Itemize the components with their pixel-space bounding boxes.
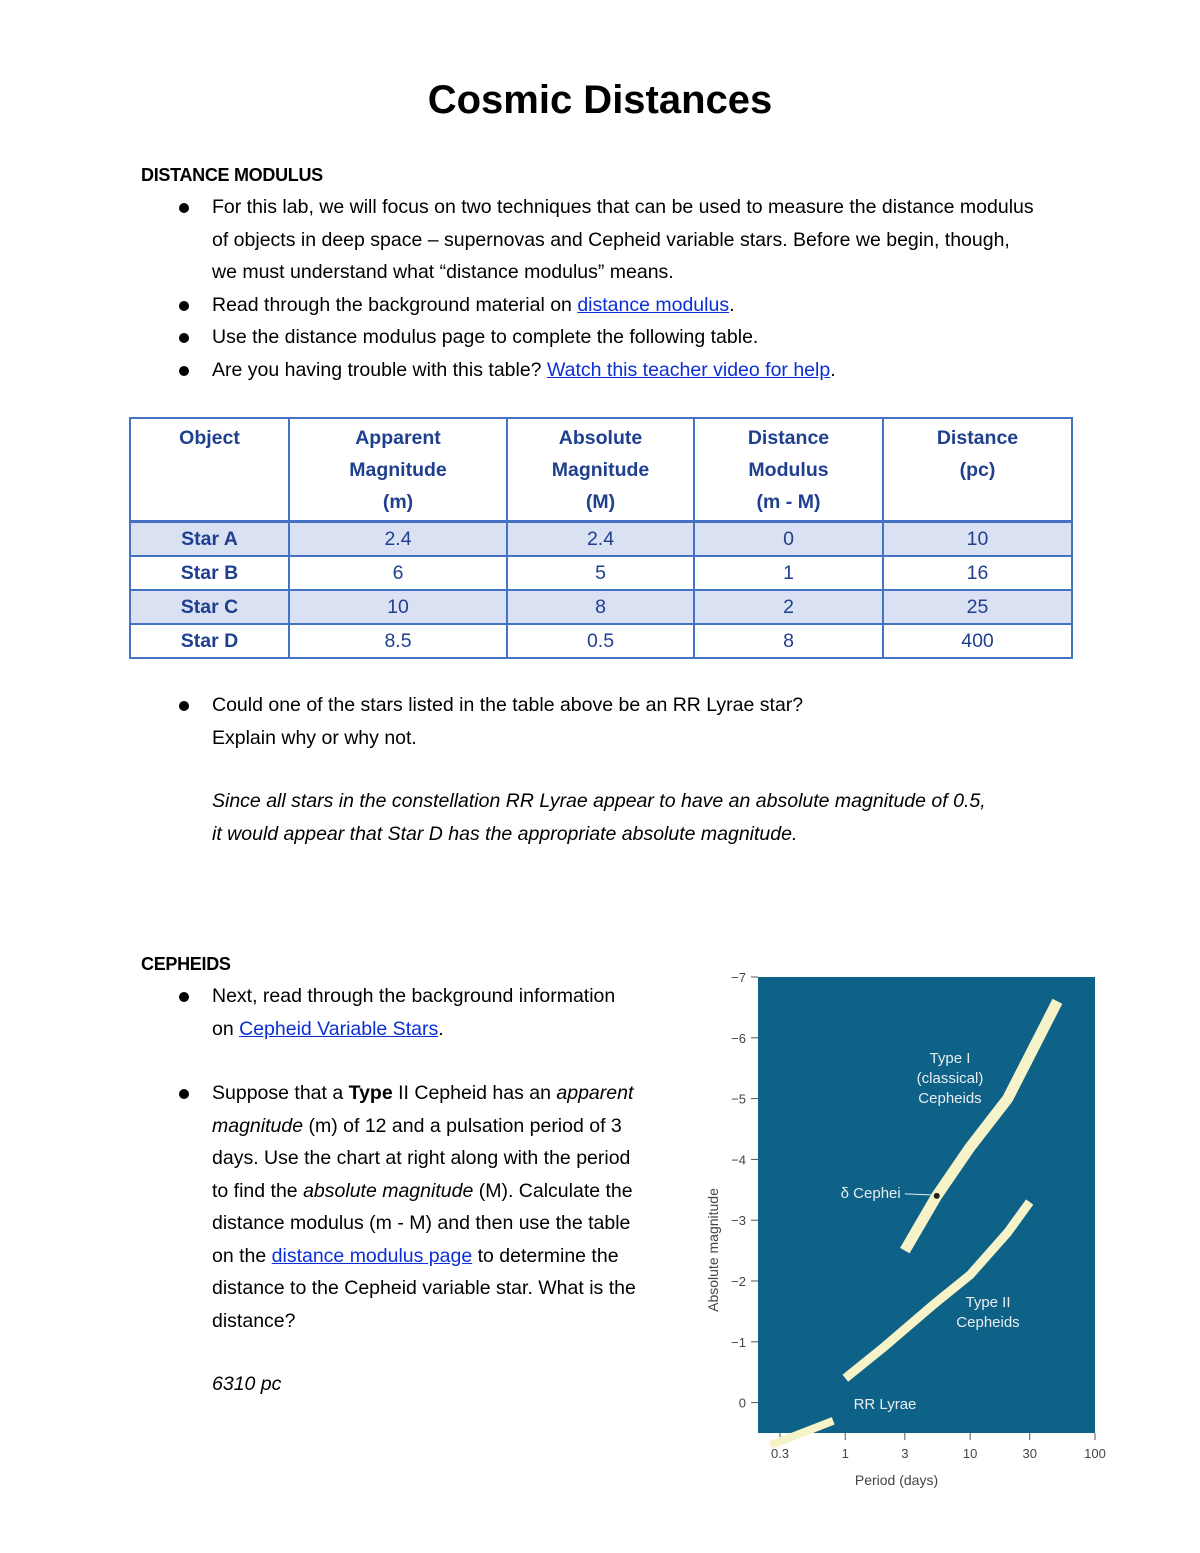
cell-object: Star A — [130, 522, 289, 557]
question-text: Could one of the stars listed in the table above be an RR Lyrae star? — [212, 694, 804, 716]
series-label: Cepheids — [956, 1314, 1020, 1331]
y-axis-label: Absolute magnitude — [705, 1188, 721, 1312]
cell-absolute: 2.4 — [507, 522, 694, 557]
annotation-label: δ Cephei — [840, 1184, 901, 1202]
question-text-part: distance? — [212, 1309, 296, 1332]
x-tick-label: 30 — [1022, 1446, 1037, 1461]
series-label: Cepheids — [918, 1090, 982, 1107]
page-title: Cosmic Distances — [427, 78, 773, 122]
cell-object: Star D — [130, 624, 289, 658]
y-tick-label: −3 — [731, 1213, 746, 1229]
rr-lyrae-bullets — [160, 689, 1060, 754]
cell-modulus: 1 — [694, 556, 883, 590]
section-heading-cepheids: CEPHEIDS — [141, 954, 231, 974]
question-text-part: on the — [212, 1244, 272, 1267]
bullet-text: For this lab, we will focus on two techniques that can be used to measure the distance modulus of objects in deep space – supernovas and Cepheid variable stars. Before we begin, though, we must understand what “distance modulus” means. — [212, 196, 1034, 283]
y-tick-label: −4 — [731, 1152, 746, 1168]
answer-text: Since all stars in the constellation RR Lyrae appear to have an absolute magnitude of 0.5, — [212, 790, 986, 812]
answer-text: it would appear that Star D has the appropriate absolute magnitude. — [212, 822, 798, 845]
list-item — [160, 354, 1040, 387]
question-text-part: to find the — [212, 1179, 304, 1202]
question-text: Explain why or why not. — [212, 726, 417, 749]
list-item — [160, 689, 1060, 754]
question-text-part: apparent — [556, 1082, 634, 1104]
cell-modulus: 2 — [694, 590, 883, 624]
series-label: RR Lyrae — [853, 1396, 917, 1413]
question-text-part: to determine the — [472, 1244, 619, 1267]
table-row — [130, 590, 1072, 624]
cell-apparent: 2.4 — [289, 522, 507, 557]
x-tick-label: 3 — [901, 1446, 909, 1461]
section-heading-distance-modulus: DISTANCE MODULUS — [141, 165, 323, 185]
cell-apparent: 10 — [289, 590, 507, 624]
header-distance-modulus: Distance Modulus (m - M) — [694, 418, 883, 522]
table-row — [130, 556, 1072, 590]
x-tick-label: 10 — [962, 1446, 978, 1461]
cell-absolute: 5 — [507, 556, 694, 590]
header-absolute-magnitude: Absolute Magnitude (M) — [507, 418, 694, 522]
cell-apparent: 8.5 — [289, 624, 507, 658]
table-row — [130, 624, 1072, 658]
list-item — [160, 980, 700, 1045]
header-apparent-magnitude: Apparent Magnitude (m) — [289, 418, 507, 522]
question-text-part: (m) of 12 and a pulsation period of 3 — [303, 1114, 622, 1137]
question-text-part: distance to the Cepheid variable star. What is the — [212, 1277, 636, 1299]
delta-cephei-point — [934, 1193, 940, 1199]
cell-object: Star B — [130, 556, 289, 590]
question-text-part: II Cepheid has an — [392, 1082, 557, 1104]
cell-distance: 25 — [883, 590, 1072, 624]
header-distance-pc: Distance (pc) — [883, 418, 1072, 522]
list-item — [160, 191, 1040, 289]
y-tick-label: −6 — [731, 1030, 746, 1046]
distance-modulus-link[interactable]: distance modulus — [577, 293, 730, 316]
y-tick-label: −2 — [731, 1274, 746, 1289]
cell-apparent: 6 — [289, 556, 507, 590]
punctuation: . — [438, 1017, 444, 1040]
rr-lyrae-answer — [212, 785, 1112, 850]
cell-modulus: 0 — [694, 522, 883, 557]
question-text-part: absolute magnitude — [303, 1179, 474, 1202]
cell-absolute: 0.5 — [507, 624, 694, 658]
list-item — [160, 1077, 700, 1337]
cell-distance: 16 — [883, 556, 1072, 590]
cell-distance: 10 — [883, 522, 1072, 557]
cell-modulus: 8 — [694, 624, 883, 658]
y-tick-label: 0 — [738, 1395, 746, 1411]
punctuation: . — [729, 293, 735, 316]
series-label: (classical) — [916, 1070, 984, 1087]
series-label: Type II — [965, 1294, 1011, 1311]
x-tick-label: 100 — [1084, 1446, 1106, 1461]
cell-absolute: 8 — [507, 590, 694, 624]
series-label: Type I — [929, 1050, 971, 1067]
table-header-row — [130, 418, 1072, 522]
x-tick-label: 0.3 — [770, 1446, 790, 1461]
bullet-text: Use the distance modulus page to complete the following table. — [212, 326, 759, 348]
cepheid-answer: 6310 pc — [212, 1373, 282, 1395]
period-luminosity-chart — [700, 965, 1120, 1495]
question-text-part: Type — [348, 1082, 393, 1104]
list-item — [160, 289, 1040, 322]
question-text-part: days. Use the chart at right along with the period — [212, 1147, 631, 1169]
cepheid-question-text — [212, 1077, 700, 1337]
x-axis-label: Period (days) — [854, 1472, 939, 1488]
cepheid-variable-stars-link[interactable]: Cepheid Variable Stars — [239, 1017, 439, 1040]
question-text-part: magnitude — [212, 1114, 304, 1137]
y-tick-label: −1 — [731, 1334, 746, 1350]
punctuation: . — [830, 358, 836, 381]
cepheids-bullets — [160, 980, 700, 1337]
distance-modulus-bullets — [160, 191, 1040, 386]
bullet-text: Are you having trouble with this table? — [212, 358, 547, 381]
x-tick-label: 1 — [841, 1446, 849, 1461]
bullet-text: on — [212, 1017, 240, 1040]
distance-modulus-page-link[interactable]: distance modulus page — [271, 1244, 473, 1267]
teacher-video-link[interactable]: Watch this teacher video for help — [546, 358, 831, 381]
question-text-part: distance modulus (m - M) and then use the table — [212, 1212, 631, 1234]
cell-distance: 400 — [883, 624, 1072, 658]
bullet-text: Next, read through the background information — [212, 985, 616, 1007]
bullet-text: Read through the background material on — [212, 293, 578, 316]
cell-object: Star C — [130, 590, 289, 624]
y-tick-label: −5 — [731, 1091, 746, 1107]
list-item — [160, 321, 1040, 354]
header-object: Object — [130, 418, 289, 522]
distance-modulus-table — [129, 417, 1073, 659]
table-row — [130, 522, 1072, 557]
y-tick-label: −7 — [731, 970, 746, 985]
question-text-part: (M). Calculate the — [473, 1179, 633, 1202]
question-text-part: Suppose that a — [212, 1082, 349, 1104]
